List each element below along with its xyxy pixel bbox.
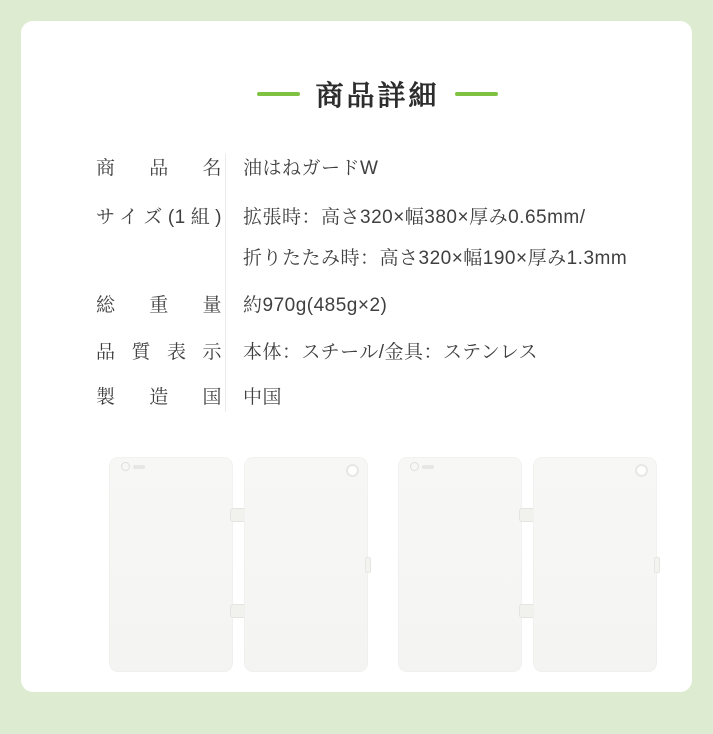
spec-column-divider [225, 154, 226, 412]
spec-label: サイズ(1組) [96, 207, 222, 228]
spec-row-size [96, 197, 627, 279]
hanging-hole-icon [635, 464, 648, 477]
guard-panel-left [398, 457, 522, 672]
hanging-hole-icon [346, 464, 359, 477]
side-tab-icon [654, 557, 660, 573]
guard-panel-right [533, 457, 657, 672]
product-photos [21, 21, 713, 734]
spec-row-weight [96, 293, 387, 319]
spec-label: 総重量 [96, 295, 222, 316]
spec-label: 製造国 [96, 387, 222, 408]
product-photo-folded-guard [109, 457, 368, 672]
spec-value: 中国 [243, 387, 283, 408]
product-detail-card [21, 21, 692, 692]
spec-row-country [96, 385, 282, 411]
hinge-icon [519, 508, 536, 522]
side-tab-icon [365, 557, 371, 573]
guard-panel-right [244, 457, 368, 672]
section-header [21, 78, 713, 110]
spec-value: 油はねガードW [243, 158, 379, 179]
title-dash-right-icon [455, 92, 498, 96]
section-title: 商品詳細 [315, 80, 440, 111]
spec-label: 商品名 [96, 158, 222, 179]
spec-row-material [96, 340, 538, 366]
brand-logo-icon [121, 462, 145, 471]
hinge-icon [230, 604, 247, 618]
spec-value-line: 拡張時：高さ320×幅380×厚み0.65mm/ [243, 207, 586, 228]
spec-value [243, 197, 627, 279]
spec-label: 品質表示 [96, 342, 222, 363]
brand-logo-icon [410, 462, 434, 471]
product-photo-folded-guard [398, 457, 657, 672]
spec-value-line: 折りたたみ時：高さ320×幅190×厚み1.3mm [243, 248, 628, 269]
spec-value: 約970g(485g×2) [243, 295, 388, 316]
guard-panel-left [109, 457, 233, 672]
spec-value: 本体：スチール/金具：ステンレス [243, 342, 539, 363]
spec-row-product-name [96, 156, 378, 182]
hinge-icon [230, 508, 247, 522]
hinge-icon [519, 604, 536, 618]
title-dash-left-icon [257, 92, 300, 96]
